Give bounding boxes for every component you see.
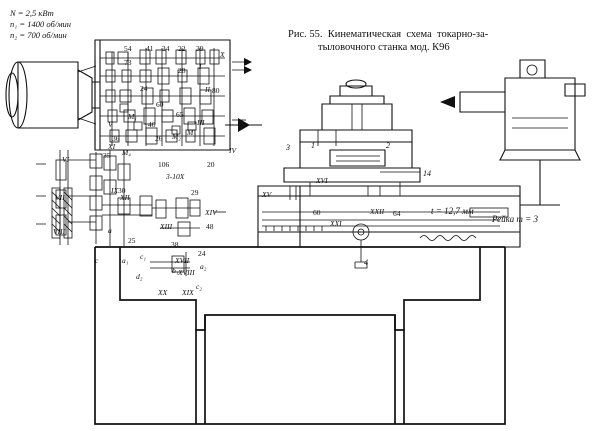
gear-41: 41: [146, 44, 154, 53]
clutch-M4: M₄: [122, 148, 131, 157]
figure-caption-line2: тыловочного станка мод. К96: [318, 42, 450, 53]
gear-22: 22: [178, 44, 186, 53]
gear-24b: 24: [198, 249, 206, 258]
callout-5: 5: [244, 58, 248, 67]
gear-38: 38: [171, 240, 179, 249]
shaft-label-XII: XII: [120, 193, 130, 202]
gear-34: 34: [162, 44, 170, 53]
shaft-label-XVI: XVI: [316, 176, 328, 185]
gear-54: 54: [124, 44, 132, 53]
callout-b: a: [108, 226, 112, 235]
callout-c1: c₁: [140, 252, 146, 261]
note-rack: Рейка m = 3: [492, 214, 538, 224]
note-pitch: t = 12,7 мм: [431, 206, 474, 216]
shaft-label-XVII: XVII: [175, 256, 190, 265]
callout-a1: a₁: [122, 256, 129, 265]
gear-30: 30: [118, 186, 126, 195]
shaft-label-VII: VII: [55, 193, 65, 202]
figure-caption-line1: Рис. 55. Кинематическая схема токарно-за-: [288, 29, 489, 40]
gear-36: 36: [112, 134, 120, 143]
shaft-label-XIII: XIII: [160, 222, 173, 231]
shaft-label-I: I: [199, 62, 202, 71]
gear-24: 24: [140, 84, 148, 93]
callout-14: 14: [423, 169, 431, 178]
gear-65: 65: [176, 110, 184, 119]
shaft-label-V: V: [108, 120, 113, 129]
gear-73: 73: [124, 58, 132, 67]
gear-35: 35: [103, 151, 111, 160]
gear-29: 29: [191, 188, 199, 197]
gear-30b: 60: [313, 208, 321, 217]
shaft-label-XVIII: XVIII: [178, 268, 195, 277]
shaft-label-XIV: XIV: [205, 208, 217, 217]
callout-2: 2: [386, 141, 390, 150]
motor-spec-n2: n₂ = 700 об/мин: [10, 30, 67, 40]
clutch-M1: M₁: [128, 112, 137, 121]
shaft-label-XI: XI: [108, 142, 116, 151]
gear-48: 48: [206, 222, 214, 231]
shaft-label-VIII: VIII: [53, 227, 66, 236]
callout-c2: c₂: [196, 282, 202, 291]
gear-80: 80: [212, 86, 220, 95]
callout-4: 4: [364, 258, 368, 267]
motor-spec-n1: n₁ = 1400 об/мин: [10, 19, 71, 29]
shaft-label-X: X: [220, 50, 225, 59]
shaft-label-VI: VI: [62, 155, 70, 164]
shaft-label-III: III: [197, 118, 205, 127]
shaft-label-XXI: XXI: [330, 219, 342, 228]
gear-25: 25: [128, 236, 136, 245]
gear-64: 64: [393, 209, 401, 218]
clutch-M3: M₃: [187, 128, 196, 137]
gear-26: 26: [155, 134, 163, 143]
motor-spec-power: N = 2,5 кВт: [10, 8, 54, 18]
callout-b1: b₁: [172, 266, 179, 275]
shaft-label-XXII: XXII: [370, 207, 385, 216]
gear-60: 60: [156, 100, 164, 109]
callout-3: 3: [286, 143, 290, 152]
gear-28: 28: [178, 66, 186, 75]
shaft-label-XX: XX: [158, 288, 168, 297]
clutch-M2: M₂: [172, 132, 181, 141]
note-gearbox: 3-10Х: [166, 172, 185, 181]
callout-a2: a₂: [200, 262, 207, 271]
gear-20: 20: [207, 160, 215, 169]
shaft-label-II: II: [205, 85, 210, 94]
callout-d2: d₂: [136, 272, 143, 281]
gear-106: 106: [158, 160, 170, 169]
callout-1: 1: [311, 141, 315, 150]
shaft-label-IV: IV: [229, 146, 237, 155]
gear-40: 40: [148, 120, 156, 129]
shaft-label-XIX: XIX: [182, 288, 194, 297]
callout-d: c: [95, 256, 99, 265]
shaft-label-XV: XV: [262, 190, 272, 199]
shaft-label-IX: IX: [111, 186, 119, 195]
gear-39: 39: [196, 44, 204, 53]
